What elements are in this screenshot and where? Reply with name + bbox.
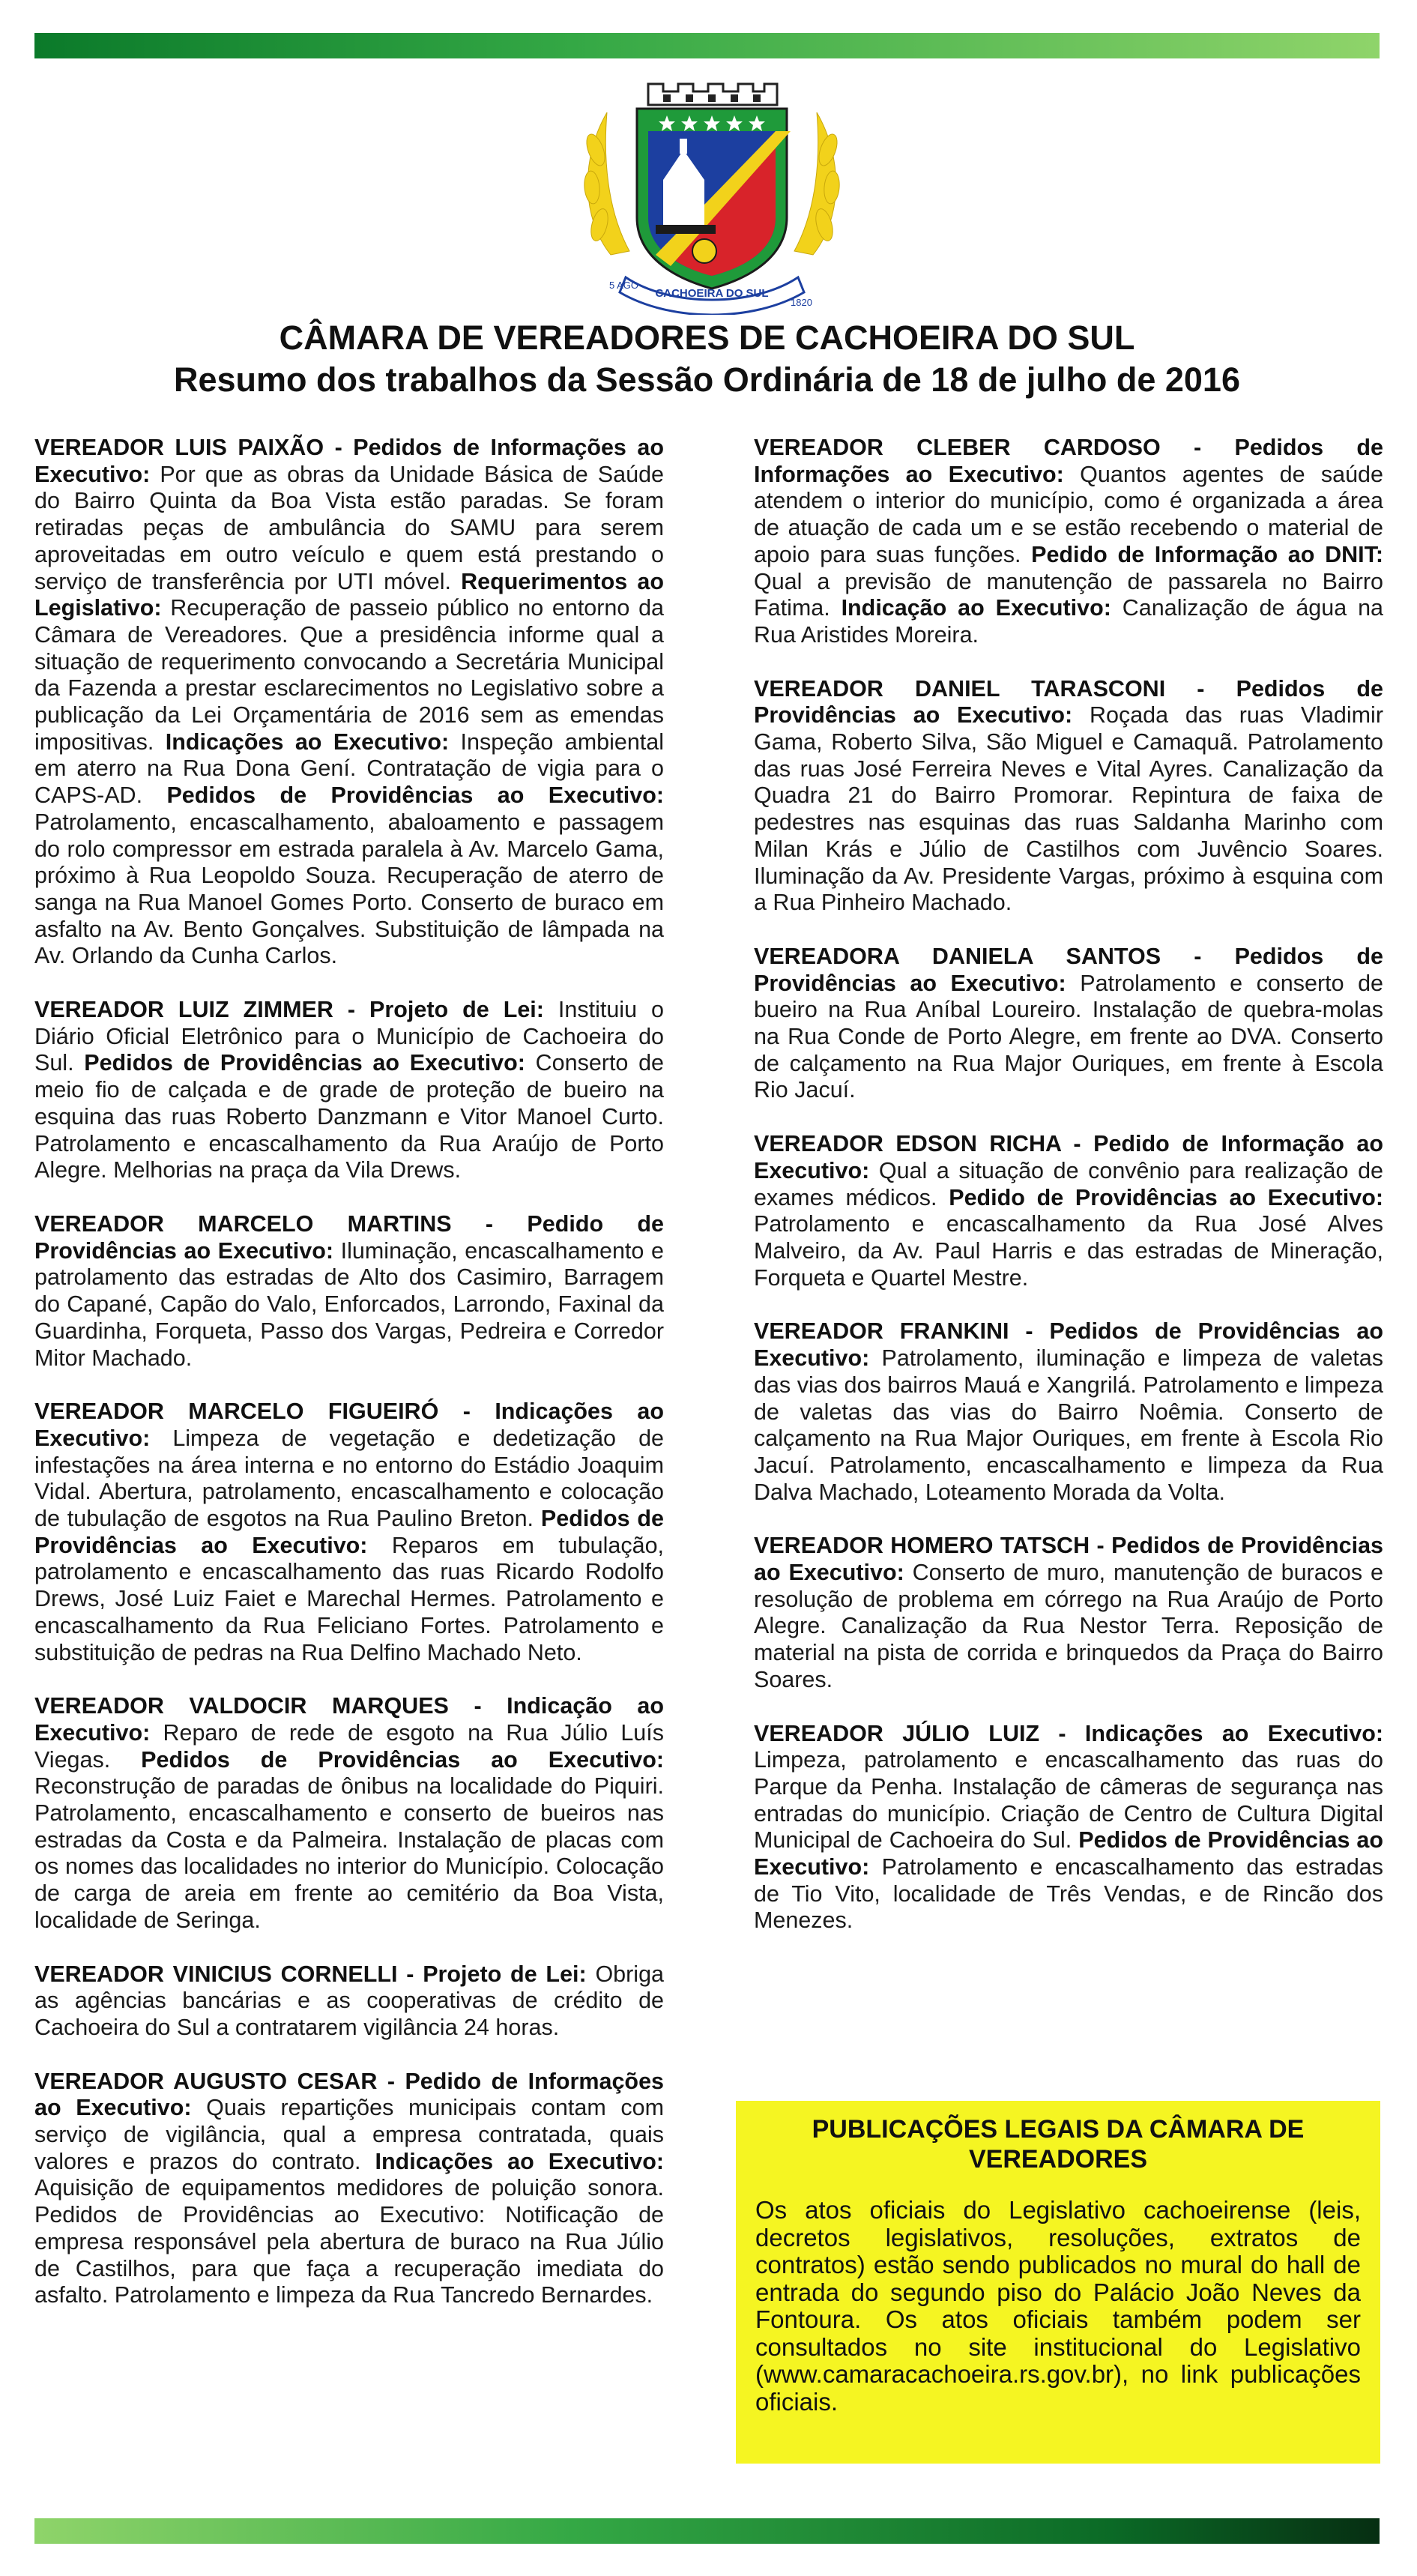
- entry-text: Reparo de rede de esgoto na Rua Júlio Luís Viegas.: [34, 1719, 664, 1773]
- entry-heading: Indicações ao Executivo:: [165, 729, 450, 755]
- councillor-entry: [754, 1318, 1383, 1506]
- entry-text: Instituiu o Diário Oficial Eletrônico para o Município de Cachoeira do Sul.: [34, 997, 664, 1076]
- entry-text: Quais repartições municipais contam com serviço de vigilância, qual a empresa contratada, quais valores e prazos do contrato.: [34, 2095, 664, 2174]
- entry-heading: VEREADOR CLEBER CARDOSO - Pedidos de Informações ao Executivo:: [754, 435, 1383, 487]
- entry-text: Obriga as agências bancárias e as cooperativas de crédito de Cachoeira do Sul a contratarem vigilância 24 horas.: [34, 1961, 664, 2040]
- councillor-entry: [754, 1721, 1383, 1935]
- page-subtitle: Resumo dos trabalhos da Sessão Ordinária de 18 de julho de 2016: [174, 361, 1240, 399]
- entry-heading: Pedidos de Providências ao Executivo:: [84, 1050, 525, 1076]
- entry-heading: VEREADOR VALDOCIR MARQUES - Indicação ao Executivo:: [34, 1693, 664, 1746]
- entry-text: Reconstrução de paradas de ônibus na localidade do Piquiri. Patrolamento, encascalhamento e conserto de bueiros nas estradas da Costa e da Palmeira. Instalação de placas com os nomes das localidades no interior do Município. Colocação de carga de areia em frente ao cemitério da Boa Vista, localidade de Seringa.: [34, 1773, 664, 1933]
- entry-heading: VEREADOR MARCELO FIGUEIRÓ - Indicações ao Executivo:: [34, 1399, 664, 1451]
- right-column: [754, 435, 1383, 1961]
- entry-text: Recuperação de passeio público no entorno da Câmara de Vereadores. Que a presidência informe qual a situação de requerimento convocando a Secretária Municipal da Fazenda a prestar esclarecimentos no Legislativo sobre a publicação da Lei Orçamentária de 2016 sem as emendas impositivas.: [34, 595, 664, 755]
- entry-heading: VEREADOR LUIS PAIXÃO - Pedidos de Informações ao Executivo:: [34, 435, 664, 487]
- entry-text: Limpeza de vegetação e dedetização de infestações na área interna e no entorno do Estádio Joaquim Vidal. Abertura, patrolamento, encascalhamento e colocação de tubulação de esgotos na Rua Paulino Breton.: [34, 1425, 664, 1532]
- entry-text: Iluminação, encascalhamento e patrolamento das estradas de Alto dos Casimiro, Barragem do Capané, Capão do Valo, Enforcados, Larrondo, Faxinal da Guardinha, Forqueta, Passo dos Vargas, Pedreira e Corredor Mitor Machado.: [34, 1237, 664, 1371]
- svg-text:1820: 1820: [791, 297, 812, 308]
- councillor-entry: [34, 997, 664, 1184]
- entry-text: Roçada das ruas Vladimir Gama, Roberto Silva, São Miguel e Camaquã. Patrolamento das ruas José Ferreira Neves e Vital Ayres. Canalização da Quadra 21 do Bairro Promorar. Repintura de faixa de pedestres nas esquinas das ruas Saldanha Marinho com Milan Krás e Júlio de Castilhos com Juvêncio Soares. Iluminação da Av. Presidente Vargas, próximo à esquina com a Rua Pinheiro Machado.: [754, 702, 1383, 916]
- councillor-entry: [754, 676, 1383, 917]
- entry-heading: Pedidos de Providências ao Executivo:: [141, 1746, 665, 1773]
- entry-text: Patrolamento e encascalhamento da Rua José Alves Malveiro, da Av. Paul Harris e das estradas de Mineração, Forqueta e Quartel Mestre.: [754, 1211, 1383, 1291]
- entry-heading: Pedidos de Providências ao Executivo:: [34, 1506, 665, 1558]
- entry-heading: VEREADOR VINICIUS CORNELLI - Projeto de Lei:: [34, 1961, 587, 1987]
- entry-heading: VEREADOR MARCELO MARTINS - Pedido de Providências ao Executivo:: [34, 1210, 664, 1264]
- councillor-entry: [754, 944, 1383, 1104]
- entry-heading: VEREADOR DANIEL TARASCONI - Pedidos de Providências ao Executivo:: [754, 675, 1383, 729]
- entry-text: Por que as obras da Unidade Básica de Saúde do Bairro Quinta da Boa Vista estão paradas. Se foram retiradas peças de ambulância do SAMU para serem aproveitadas em outro veículo e quem está prestando o serviço de transferência por UTI móvel.: [34, 461, 664, 594]
- bottom-green-bar: [34, 2518, 1380, 2544]
- councillor-entry: [34, 1211, 664, 1372]
- councillor-entry: [34, 1961, 664, 2042]
- entry-heading: Pedido de Providências ao Executivo:: [949, 1184, 1383, 1210]
- entry-text: Qual a situação de convênio para realização de exames médicos.: [754, 1157, 1383, 1210]
- page-title: CÂMARA DE VEREADORES DE CACHOEIRA DO SUL: [279, 319, 1135, 357]
- entry-heading: Pedido de Informação ao DNIT:: [1031, 541, 1383, 567]
- entry-heading: VEREADOR EDSON RICHA - Pedido de Informação ao Executivo:: [754, 1131, 1383, 1183]
- councillor-entry: [34, 1693, 664, 1934]
- entry-heading: Pedidos de Providências ao Executivo:: [754, 1827, 1383, 1880]
- entry-heading: VEREADOR JÚLIO LUIZ - Indicações ao Executivo:: [754, 1720, 1383, 1746]
- councillor-entry: [34, 435, 664, 970]
- entry-heading: VEREADOR LUIZ ZIMMER - Projeto de Lei:: [34, 997, 544, 1023]
- entry-heading: Requerimentos ao Legislativo:: [34, 568, 664, 621]
- entry-heading: Pedidos de Providências ao Executivo:: [166, 782, 665, 809]
- entry-heading: VEREADOR HOMERO TATSCH - Pedidos de Providências ao Executivo:: [754, 1533, 1383, 1586]
- entry-heading: VEREADOR FRANKINI - Pedidos de Providências ao Executivo:: [754, 1318, 1383, 1372]
- councillor-entry: [754, 435, 1383, 649]
- entry-text: Qual a previsão de manutenção de passarela no Bairro Fatima.: [754, 568, 1383, 621]
- entry-text: Patrolamento e conserto de bueiro na Rua Aníbal Loureiro. Instalação de quebra-molas na Rua Conde de Porto Alegre, em frente ao DVA. Conserto de calçamento na Rua Major Ouriques, em frente à Escola Rio Jacuí.: [754, 970, 1384, 1103]
- entry-text: Aquisição de equipamentos medidores de poluição sonora. Pedidos de Providências ao Executivo: Notificação de empresa responsável pela abertura de buraco na Rua Júlio de Castilhos, para que faça a recuperação imediata do asfalto. Patrolamento e limpeza da Rua Tancredo Bernardes.: [34, 2175, 664, 2308]
- legal-notice-box: [736, 2101, 1380, 2464]
- entry-heading: VEREADORA DANIELA SANTOS - Pedidos de Providências ao Executivo:: [754, 943, 1383, 996]
- left-column: [34, 435, 664, 2336]
- coat-of-arms-icon: [566, 67, 858, 315]
- entry-text: Inspeção ambiental em aterro na Rua Dona Gení. Contratação de vigia para o CAPS-AD.: [34, 729, 665, 809]
- municipal-coat-of-arms: [566, 67, 858, 315]
- entry-text: Patrolamento e encascalhamento das estradas de Tio Vito, localidade de Três Vendas, e de Rincão dos Menezes.: [754, 1854, 1383, 1934]
- councillor-entry: [34, 1399, 664, 1666]
- svg-text:CACHOEIRA DO SUL: CACHOEIRA DO SUL: [655, 287, 769, 300]
- svg-text:5 AGO: 5 AGO: [609, 280, 639, 291]
- entry-text: Canalização de água na Rua Aristides Moreira.: [754, 595, 1383, 648]
- entry-text: Limpeza, patrolamento e encascalhamento das ruas do Parque da Penha. Instalação de câmeras de segurança nas entradas do município. Criação de Centro de Cultura Digital Municipal de Cachoeira do Sul.: [754, 1747, 1383, 1853]
- entry-text: Conserto de muro, manutenção de buracos e resolução de problema em córrego na Rua Araújo de Porto Alegre. Canalização da Rua Nestor Terra. Reposição de material na pista de corrida e brinquedos da Praça do Bairro Soares.: [754, 1560, 1383, 1692]
- entry-text: Reparos em tubulação, patrolamento e encascalhamento das ruas Ricardo Rodolfo Drews, José Luiz Faiet e Marechal Hermes. Patrolamento e encascalhamento da Rua Feliciano Fortes. Patrolamento e substituição de pedras na Rua Delfino Machado Neto.: [34, 1532, 665, 1665]
- entry-text: Quantos agentes de saúde atendem o interior do município, como é organizada a área de atuação de cada um e se estão recebendo o material de apoio para suas funções.: [754, 461, 1383, 567]
- entry-heading: VEREADOR AUGUSTO CESAR - Pedido de Informações ao Executivo:: [34, 2068, 664, 2121]
- notice-body: Os atos oficiais do Legislativo cachoeirense (leis, decretos legislativos, resoluções, extratos de contratos) estão sendo publicados no mural do hall de entrada do segundo piso do Palácio João Neves da Fontoura. Os atos oficiais também podem ser consultados no site institucional do Legislativo (www.camaracachoeira.rs.gov.br), no link publicações oficiais.: [755, 2196, 1361, 2416]
- councillor-entry: [754, 1131, 1383, 1291]
- notice-title: PUBLICAÇÕES LEGAIS DA CÂMARA DE VEREADORES: [812, 2115, 1305, 2174]
- councillor-entry: [754, 1533, 1383, 1693]
- entry-text: Patrolamento, iluminação e limpeza de valetas das vias dos bairros Mauá e Xangrilá. Patrolamento e limpeza de valetas das vias do Bairro Noêmia. Conserto de calçamento na Rua Major Ouriques, em frente à Escola Rio Jacuí. Patrolamento, encascalhamento e limpeza da Rua Dalva Machado, Loteamento Morada da Volta.: [754, 1345, 1383, 1505]
- top-green-bar: [34, 33, 1380, 58]
- entry-heading: Indicações ao Executivo:: [375, 2148, 664, 2174]
- entry-text: Patrolamento, encascalhamento, abaloamento e passagem do rolo compressor em estrada paralela à Av. Marcelo Gama, próximo à Rua Leopoldo Souza. Recuperação de aterro de sanga na Rua Manoel Gomes Porto. Conserto de buraco em asfalto na Av. Bento Gonçalves. Substituição de lâmpada na Av. Orlando da Cunha Carlos.: [34, 809, 664, 969]
- councillor-entry: [34, 2069, 664, 2309]
- entry-heading: Indicação ao Executivo:: [841, 595, 1111, 621]
- entry-text: Conserto de meio fio de calçada e de grade de proteção de bueiro na esquina das ruas Roberto Danzmann e Vitor Manoel Curto. Patrolamento e encascalhamento da Rua Araújo de Porto Alegre. Melhorias na praça da Vila Drews.: [34, 1050, 664, 1183]
